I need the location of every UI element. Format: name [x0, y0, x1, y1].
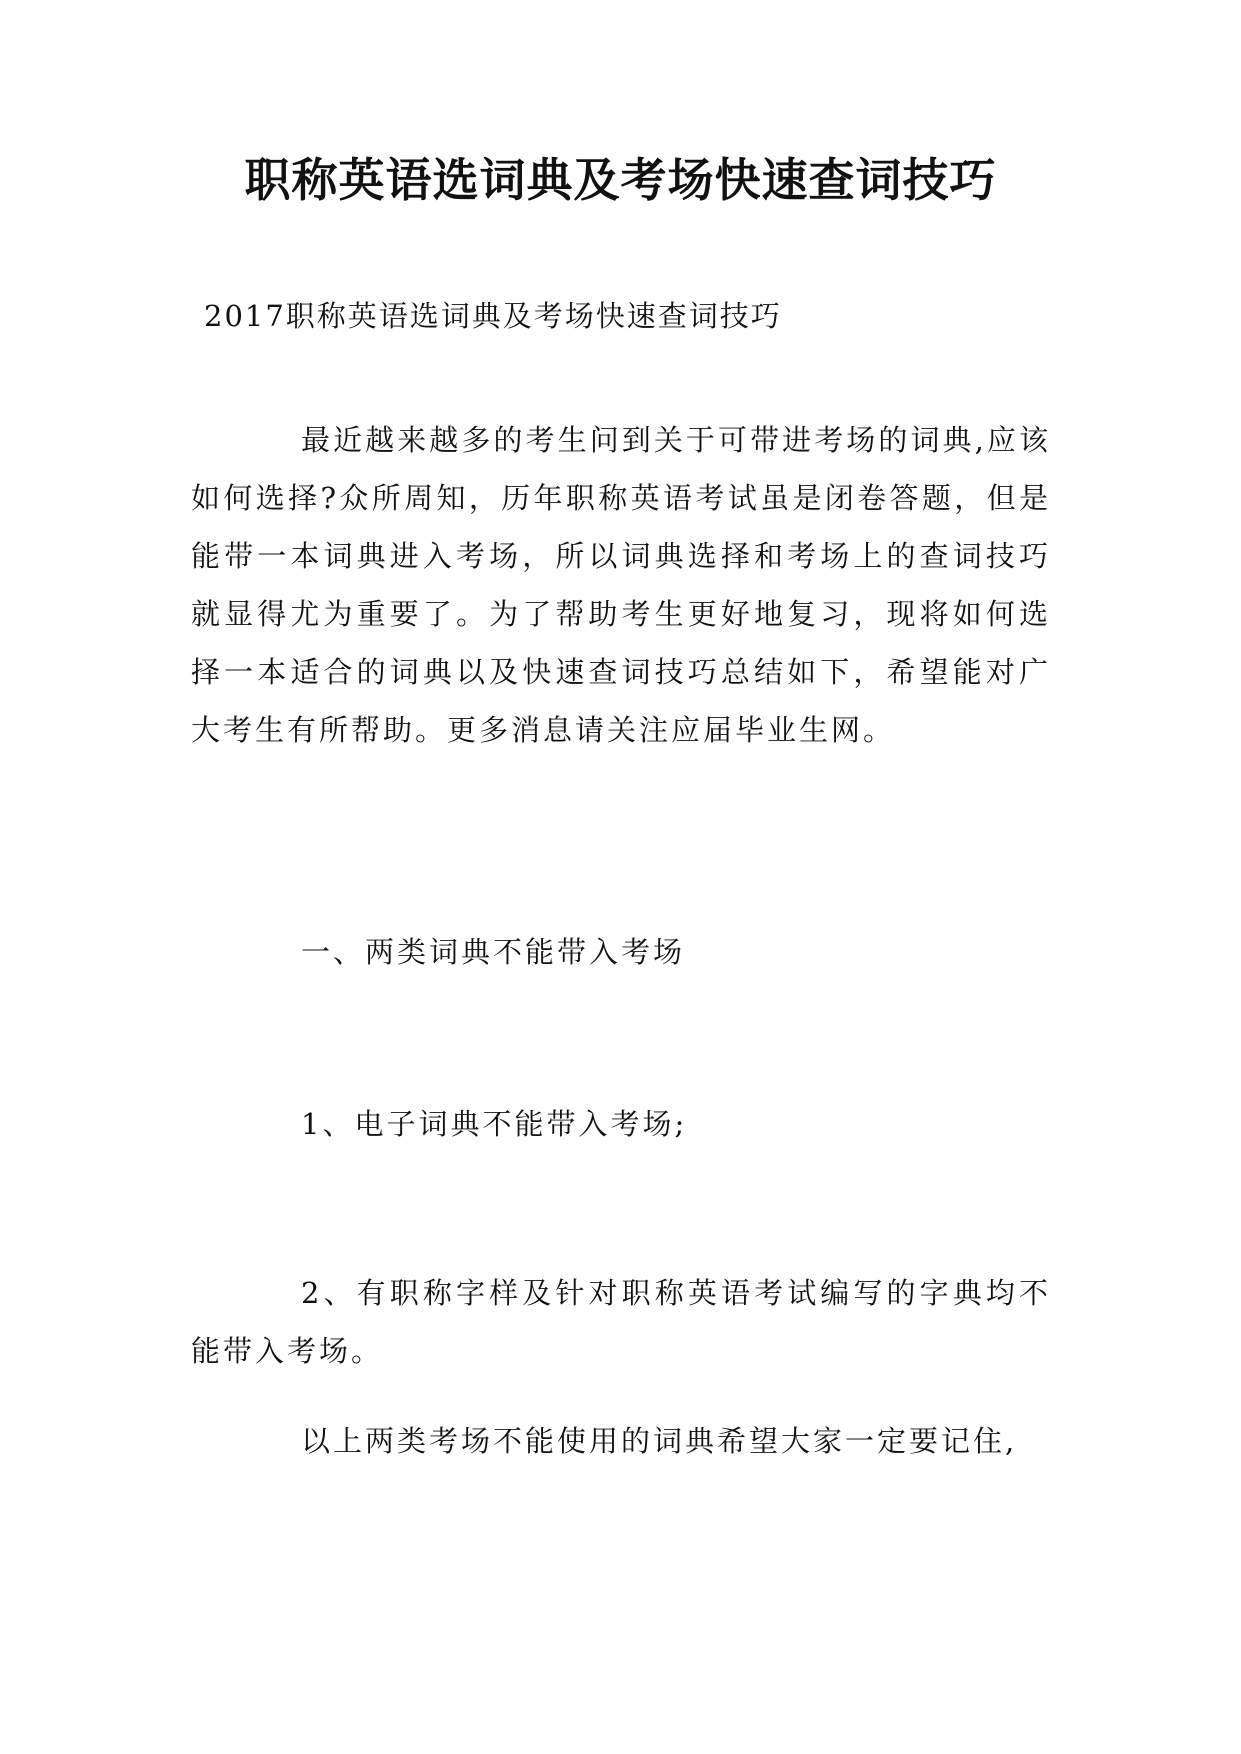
document-title: 职称英语选词典及考场快速查词技巧 [244, 153, 997, 207]
summary-paragraph: 以上两类考场不能使用的词典希望大家一定要记住, [301, 1424, 1018, 1458]
document-subtitle: 2017职称英语选词典及考场快速查词技巧 [204, 299, 782, 333]
list-item-2: 2、有职称字样及针对职称英语考试编写的字典均不能带入考场。 [191, 1276, 1051, 1368]
list-item-1: 1、电子词典不能带入考场; [301, 1107, 688, 1141]
intro-paragraph: 最近越来越多的考生问到关于可带进考场的词典,应该如何选择?众所周知，历年职称英语考试虽是闭卷答题，但是能带一本词典进入考场，所以词典选择和考场上的查词技巧就显得尤为重要了。为了帮助考生更好地复习，现将如何选择一本适合的词典以及快速查词技巧总结如下，希望能对广大考生有所帮助。更多消息请关注应届毕业生网。 [191, 423, 1051, 747]
section-heading: 一、两类词典不能带入考场 [301, 935, 686, 969]
